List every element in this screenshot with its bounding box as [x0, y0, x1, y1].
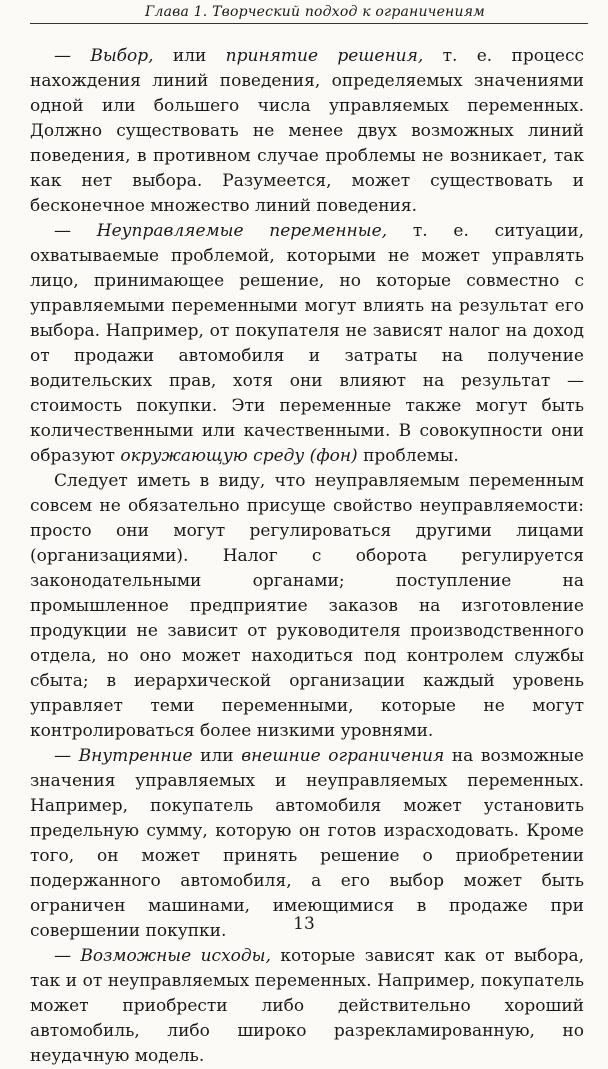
term-uncontrolled-variables: — Неуправляемые переменные, — [54, 221, 388, 241]
term-decision: принятие решения, — [225, 46, 424, 66]
paragraph-text: т. е. ситуации, охватываемые проблемой, которыми не может управлять лицо, принимающее решение, но которые совместно с управляемыми переменными могут влиять на результат его выбора. Например, от покупателя не зависят налог на доход от продажи автомобиля и затраты на получение водительских прав, хотя они влияют на результат — стоимость покупки. Эти переменные также могут быть количественными или качественными. В совокупности они образуют — [30, 221, 584, 466]
paragraph-tail: проблемы. — [357, 446, 459, 466]
running-header — [30, 4, 588, 24]
term-internal: — Внутренние — [54, 746, 193, 766]
paragraph-note: Следует иметь в виду, что неуправляемым переменным совсем не обязательно присуще свойство неуправляемости: просто они могут регулироваться другими лицами (организациями). Налог с оборота регулируется законодательными органами; поступление на промышленное предприятие заказов на изготовление продукции не зависит от руководителя производственного отдела, но оно может находиться под контролем службы сбыта; в иерархической организации каждый уровень управляет теми переменными, которые не могут контролироваться более низкими уровнями. — [30, 471, 584, 741]
page-number: 13 — [293, 914, 315, 934]
term-external-constraints: внешние ограничения — [241, 746, 445, 766]
term-choice: — Выбор, — [54, 46, 154, 66]
paragraph-outcomes — [30, 944, 584, 1069]
paragraph-text: на возможные значения управляемых и неуправляемых переменных. Например, покупатель автомобиля может установить предельную сумму, которую он готов израсходовать. Кроме того, он может принять решение о приобретении подержанного автомобиля, а его выбор может быть ограничен машинами, имеющимися в продаже при совершении покупки. — [30, 746, 584, 941]
term-outcomes: — Возможные исходы, — [54, 946, 271, 966]
text-connector: или — [192, 746, 242, 766]
paragraph-choice — [30, 44, 584, 219]
paragraph-text: которые зависят как от выбора, так и от неуправляемых переменных. Например, покупатель может приобрести либо действительно хороший автомобиль, либо широко разрекламированную, но неудачную модель. — [30, 946, 584, 1066]
text-connector: или — [153, 46, 226, 66]
chapter-title: Глава 1. Творческий подход к ограничениям — [145, 4, 485, 20]
term-environment: окружающую среду (фон) — [120, 446, 358, 466]
paragraph-uncontrolled-variables — [30, 219, 584, 469]
paragraph-text: т. е. процесс нахождения линий поведения, определяемых значениями одной или большего числа управляемых переменных. Должно существовать не менее двух возможных линий поведения, в противном случае проблемы не возникает, так как нет выбора. Разумеется, может существовать и бесконечное множество линий поведения. — [30, 46, 585, 216]
